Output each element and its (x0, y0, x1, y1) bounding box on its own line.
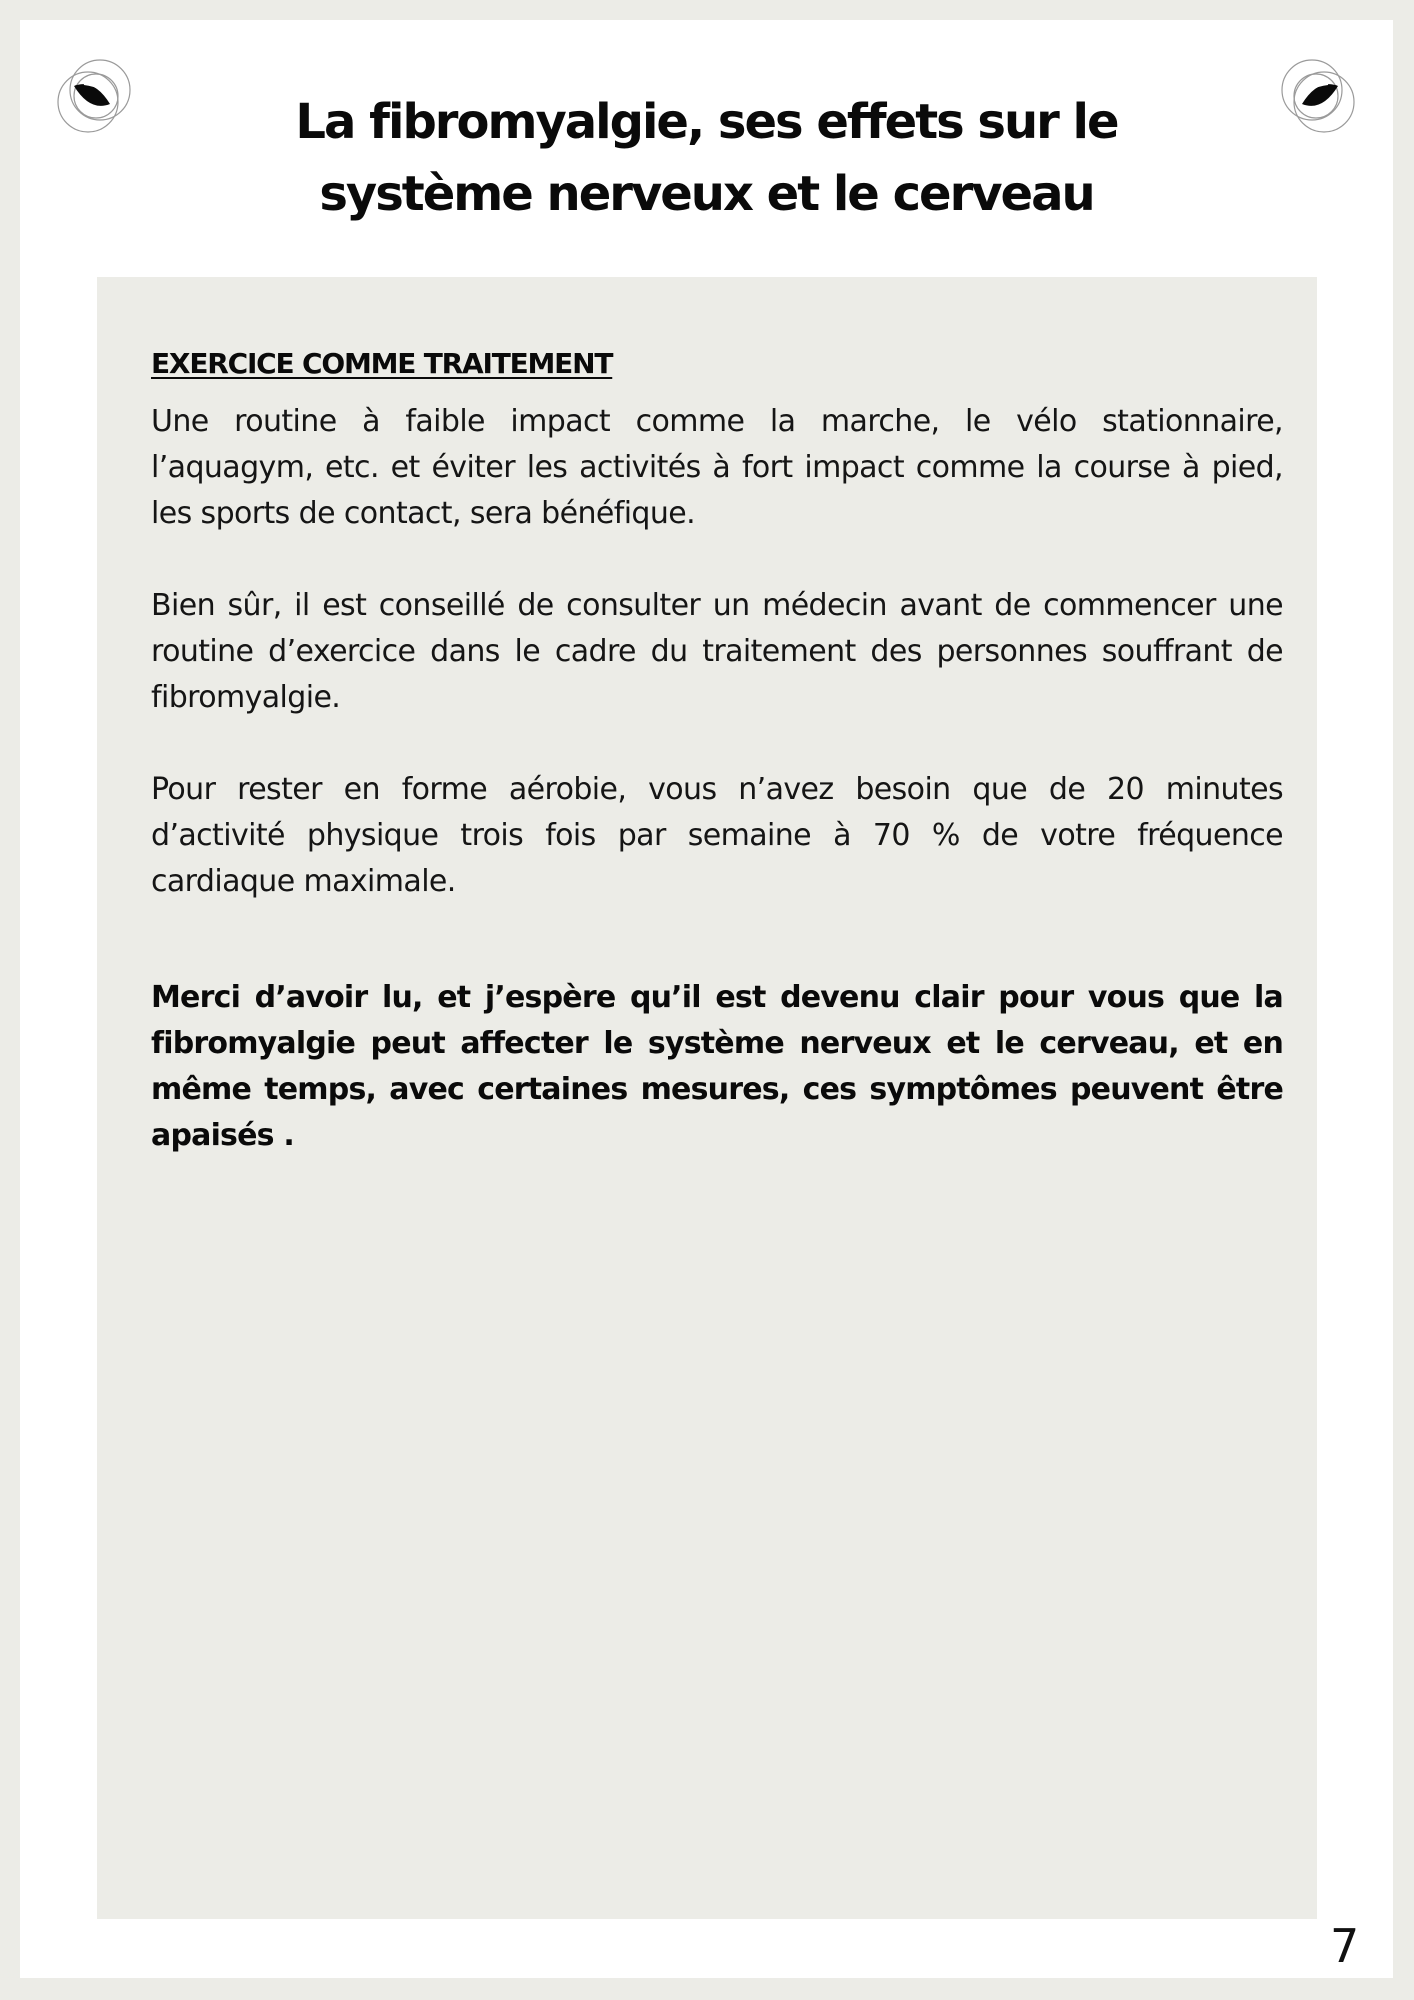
document-page (20, 20, 1393, 1978)
paragraph-aerobic-fitness: Pour rester en forme aérobie, vous n’avez besoin que de 20 minutes d’activité physique trois fois par semaine à 70 % de votre fréquence cardiaque maximale. (151, 772, 1283, 899)
closing-statement: Merci d’avoir lu, et j’espère qu’il est devenu clair pour vous que la fibromyalgie peut affecter le système nerveux et le cerveau, et en même temps, avec certaines mesures, ces symptômes peuvent être apaisés . (151, 980, 1283, 1153)
paragraph-consult-doctor: Bien sûr, il est conseillé de consulter un médecin avant de commencer une routine d’exercice dans le cadre du traitement des personnes souffrant de fibromyalgie. (151, 588, 1283, 715)
page-number: 7 (1330, 1919, 1360, 1973)
page-title (20, 86, 1393, 230)
content-panel (97, 277, 1317, 1919)
content-body (151, 345, 1283, 1159)
section-heading: EXERCICE COMME TRAITEMENT (151, 347, 613, 380)
paragraph-low-impact-routine: Une routine à faible impact comme la marche, le vélo stationnaire, l’aquagym, etc. et éviter les activités à fort impact comme la course à pied, les sports de contact, sera bénéfique. (151, 404, 1283, 531)
page-title-line-2: système nerveux et le cerveau (319, 166, 1094, 222)
page-title-line-1: La fibromyalgie, ses effets sur le (295, 94, 1118, 150)
